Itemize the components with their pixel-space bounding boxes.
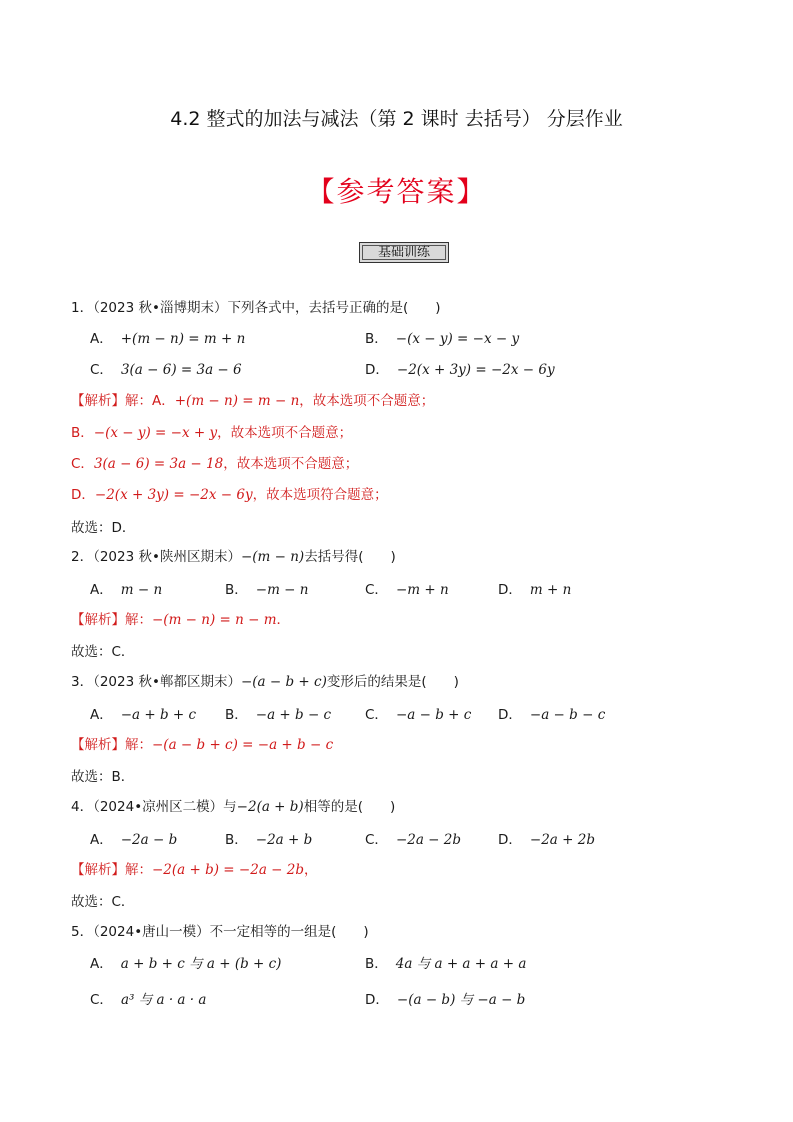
q4-option-a: A． −2a − b [90,832,178,848]
q5-option-c: C． a³ 与 a · a · a [90,992,207,1008]
q2-option-a: A． m − n [90,582,163,598]
q2-option-c: C． −m + n [365,582,449,598]
q4-solution: 【解析】解：−2(a + b) = −2a − 2b， [71,862,318,878]
q3-option-c: C． −a − b + c [365,707,472,723]
q1-solution-line-3: C．3(a − 6) = 3a − 18，故本选项不合题意； [71,456,359,472]
q4-option-c: C． −2a − 2b [365,832,462,848]
q5-option-b: B． 4a 与 a + a + a + a [365,956,527,972]
q1-solution-line-2: B．−(x − y) = −x + y，故本选项不合题意； [71,425,353,441]
q3-option-b: B． −a + b − c [225,707,332,723]
q2-solution: 【解析】解：−(m − n) = n − m． [71,612,291,628]
question-5-stem: 5．（2024•唐山一模）不一定相等的一组是( ) [71,924,369,940]
q4-option-b: B． −2a + b [225,832,313,848]
q5-option-a: A． a + b + c 与 a + (b + c) [90,956,282,972]
q3-solution: 【解析】解：−(a − b + c) = −a + b − c [71,737,334,753]
q4-answer: 故选：C． [71,894,135,910]
q1-option-d: D． −2(x + 3y) = −2x − 6y [365,362,555,378]
question-1-stem: 1．（2023 秋•淄博期末）下列各式中，去括号正确的是( ) [71,300,441,316]
page-title: 4.2 整式的加法与减法（第 2 课时 去括号） 分层作业 [170,108,623,130]
q3-option-a: A． −a + b + c [90,707,197,723]
q1-option-a: A． +(m − n) = m + n [90,331,246,347]
q2-answer: 故选：C． [71,644,135,660]
q1-answer: 故选：D． [71,520,136,536]
q5-option-d: D． −(a − b) 与 −a − b [365,992,526,1008]
q1-option-b: B． −(x − y) = −x − y [365,331,520,347]
section-badge: 基础训练 [359,242,449,263]
q1-solution-line-4: D．−2(x + 3y) = −2x − 6y，故本选项符合题意； [71,487,388,503]
q3-option-d: D． −a − b − c [498,707,606,723]
q1-option-c: C． 3(a − 6) = 3a − 6 [90,362,242,378]
q3-answer: 故选：B． [71,769,135,785]
question-3-stem: 3．（2023 秋•郸都区期末）−(a − b + c)变形后的结果是( ) [71,674,459,690]
q2-option-b: B． −m − n [225,582,309,598]
q4-option-d: D． −2a + 2b [498,832,595,848]
q1-solution-line-1: 【解析】解：A．+(m − n) = m − n，故本选项不合题意； [71,393,435,409]
q2-option-d: D． m + n [498,582,572,598]
question-2-stem: 2．（2023 秋•陕州区期末）−(m − n)去括号得( ) [71,549,396,565]
question-4-stem: 4．（2024•凉州区二模）与−2(a + b)相等的是( ) [71,799,396,815]
answer-heading: 【参考答案】 [306,175,487,208]
